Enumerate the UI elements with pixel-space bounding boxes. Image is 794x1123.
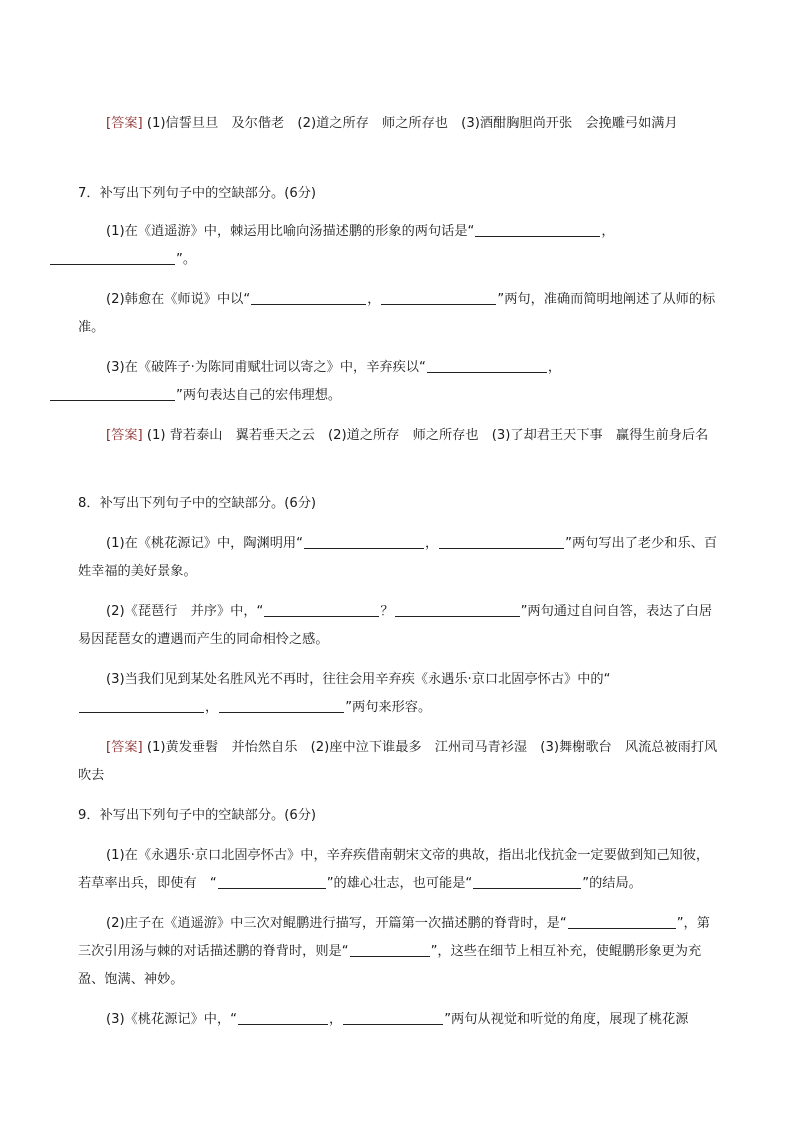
fill-blank[interactable] — [304, 547, 424, 549]
q8-3-text-c: ”两句来形容。 — [345, 700, 432, 715]
question-7-item-1 — [78, 218, 718, 274]
fill-blank[interactable] — [218, 887, 326, 889]
answer-7 — [78, 422, 718, 450]
q9-2-text-b: ”，第三次引用汤与棘的对话描述鹏的脊背时，则是“ — [78, 916, 710, 959]
q7-2-text-a: (2)韩愈在《师说》中以“ — [106, 292, 251, 307]
q7-1-text-c: ”。 — [176, 252, 197, 267]
question-8-item-1 — [78, 530, 718, 586]
answer-tag: [答案] — [106, 740, 143, 755]
fill-blank[interactable] — [219, 711, 344, 713]
q7-1-text-a: (1)在《逍遥游》中，棘运用比喻向汤描述鹏的形象的两句话是“ — [106, 224, 475, 239]
fill-blank[interactable] — [381, 303, 496, 305]
q9-3-text-b: ， — [329, 1012, 343, 1027]
answer-6-text: (1)信誓旦旦 及尔偕老 (2)道之所存 师之所存也 (3)酒酣胸胆尚开张 会挽雕弓如满月 — [146, 116, 678, 131]
question-9-item-1 — [78, 842, 718, 898]
q9-1-text-a: (1)在《永遇乐·京口北固亭怀古》中，辛弃疾借南朝宋文帝的典故，指出北伐抗金一定要做到知己知彼，若草率出兵，即使有 “ — [78, 848, 710, 891]
fill-blank[interactable] — [568, 927, 676, 929]
q9-2-text-a: (2)庄子在《逍遥游》中三次对鲲鹏进行描写，开篇第一次描述鹏的脊背时，是“ — [106, 916, 567, 931]
q7-2-text-b: ， — [367, 292, 381, 307]
fill-blank[interactable] — [473, 887, 581, 889]
answer-8-text: (1)黄发垂髫 并怡然自乐 (2)座中泣下谁最多 江州司马青衫湿 (3)舞榭歌台 风流总被雨打风吹去 — [78, 740, 718, 783]
fill-blank[interactable] — [439, 547, 564, 549]
fill-blank[interactable] — [238, 1023, 328, 1025]
fill-blank[interactable] — [343, 1023, 443, 1025]
answer-6 — [78, 110, 718, 138]
fill-blank[interactable] — [475, 235, 600, 237]
fill-blank[interactable] — [350, 955, 430, 957]
q9-2-text-c: ”，这些在细节上相互补充，使鲲鹏形象更为充盈、饱满、神妙。 — [78, 944, 702, 987]
q7-1-text-b: ， — [601, 224, 615, 239]
fill-blank[interactable] — [79, 711, 204, 713]
q7-3-text-c: ”两句表达自己的宏伟理想。 — [176, 388, 342, 403]
fill-blank[interactable] — [251, 303, 366, 305]
fill-blank[interactable] — [427, 371, 547, 373]
q7-3-text-b: ， — [547, 360, 562, 375]
answer-tag: [答案] — [106, 428, 143, 443]
q8-2-text-a: (2)《琵琶行 并序》中，“ — [106, 604, 264, 619]
answer-8 — [78, 734, 718, 790]
q9-3-text-c: ”两句从视觉和听觉的角度，展现了桃花源 — [444, 1012, 689, 1027]
q8-3-text-a: (3)当我们见到某处名胜风光不再时，往往会用辛弃疾《永遇乐·京口北固亭怀古》中的“ — [106, 672, 611, 687]
question-7-item-2 — [78, 286, 718, 342]
q9-1-text-b: ”的雄心壮志，也可能是“ — [326, 876, 473, 891]
question-9-item-3 — [78, 1006, 718, 1034]
q9-1-text-c: ”的结局。 — [582, 876, 642, 891]
q8-1-text-a: (1)在《桃花源记》中，陶渊明用“ — [106, 536, 303, 551]
fill-blank[interactable] — [50, 399, 175, 401]
question-7-heading: 7．补写出下列句子中的空缺部分。(6分) — [78, 186, 317, 201]
q8-1-text-c: ”两句写出了老少和乐、百姓幸福的美好景象。 — [78, 536, 718, 579]
q8-2-text-c: ”两句通过自问自答，表达了白居易因琵琶女的遭遇而产生的同命相怜之感。 — [78, 604, 713, 647]
q8-2-text-b: ？ — [380, 604, 394, 619]
question-8-heading: 8．补写出下列句子中的空缺部分。(6分) — [78, 496, 317, 511]
answer-tag: [答案] — [106, 116, 143, 131]
q8-3-text-b: ， — [205, 700, 219, 715]
question-9-heading: 9．补写出下列句子中的空缺部分。(6分) — [78, 808, 317, 823]
fill-blank[interactable] — [395, 615, 520, 617]
q7-3-text-a: (3)在《破阵子·为陈同甫赋壮词以寄之》中，辛弃疾以“ — [106, 360, 426, 375]
question-8-item-2 — [78, 598, 718, 654]
q7-2-text-c: ”两句，准确而简明地阐述了从师的标准。 — [78, 292, 716, 335]
answer-7-text: (1) 背若泰山 翼若垂天之云 (2)道之所存 师之所存也 (3)了却君王天下事 赢得生前身后名 — [146, 428, 709, 443]
question-7-item-3 — [78, 354, 718, 410]
question-8-item-3 — [78, 666, 718, 722]
fill-blank[interactable] — [50, 263, 175, 265]
q8-1-text-b: ， — [424, 536, 439, 551]
fill-blank[interactable] — [264, 615, 379, 617]
q9-3-text-a: (3)《桃花源记》中，“ — [106, 1012, 238, 1027]
question-9-item-2 — [78, 910, 718, 994]
